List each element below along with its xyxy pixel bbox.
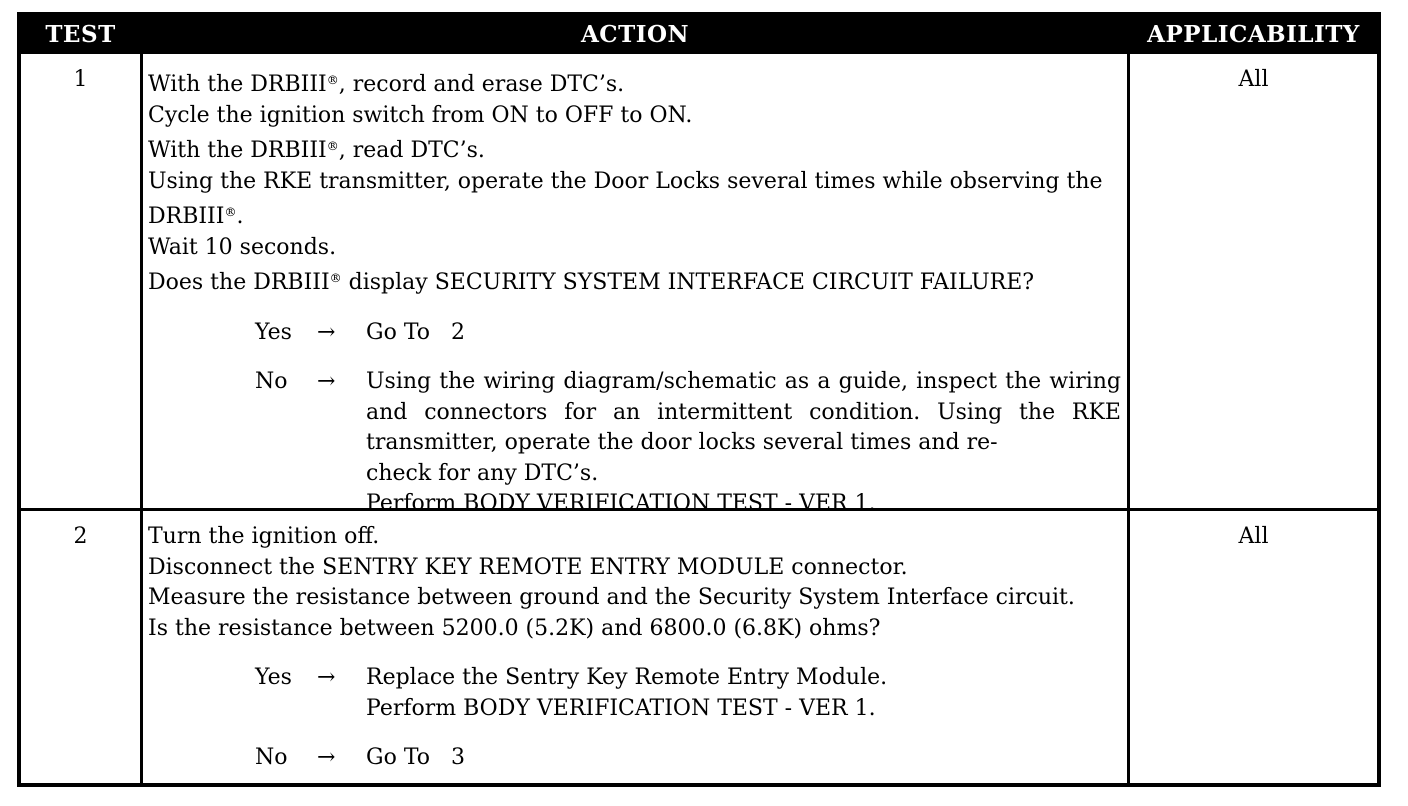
no-branch-1: [255, 367, 1121, 520]
diagnostic-test-table: [17, 12, 1381, 787]
yes-branch-1: [255, 318, 1121, 349]
applicability-1: All: [1238, 67, 1269, 92]
yes-text-1: Go To 2: [366, 319, 465, 345]
header-action: ACTION: [580, 21, 690, 48]
no-text-1-b: Perform BODY VERIFICATION TEST - VER 1.: [366, 491, 876, 516]
table-header: [21, 16, 1377, 54]
step-1-1: With the DRBIII®, record and erase DTC’s.: [148, 72, 625, 97]
yes-text-2: Replace the Sentry Key Remote Entry Module.: [366, 665, 888, 690]
yes-text-2-b: Perform BODY VERIFICATION TEST - VER 1.: [366, 695, 876, 721]
applicability-2: All: [1238, 524, 1269, 549]
step-2-1: Turn the ignition off.: [148, 524, 380, 549]
step-2-4: Is the resistance between 5200.0 (5.2K) and 6800.0 (6.8K) ohms?: [148, 615, 881, 641]
step-1-6: Does the DRBIII® display SECURITY SYSTEM INTERFACE CIRCUIT FAILURE?: [148, 270, 1035, 295]
yes-label: Yes: [255, 319, 292, 345]
step-2-3: Measure the resistance between ground and the Security System Interface circuit.: [148, 585, 1075, 610]
step-1-4: Using the RKE transmitter, operate the Door Locks several times while observing the DRBIII®.: [148, 168, 1103, 229]
step-1-3: With the DRBIII®, read DTC’s.: [148, 138, 485, 163]
test-number-2: 2: [73, 524, 88, 549]
step-2-2: Disconnect the SENTRY KEY REMOTE ENTRY MODULE connector.: [148, 554, 908, 580]
header-applicability: APPLICABILITY: [1147, 21, 1360, 48]
yes-label: Yes: [255, 665, 292, 690]
action-cell-2: [148, 522, 1121, 774]
header-test: TEST: [45, 21, 116, 48]
step-1-5: Wait 10 seconds.: [148, 234, 337, 260]
arrow-icon: →: [317, 319, 336, 345]
no-text-2: Go To 3: [366, 745, 465, 770]
no-label: No: [255, 369, 288, 394]
action-cell-1: [148, 65, 1121, 520]
column-divider: [140, 54, 143, 787]
no-text-1: Using the wiring diagram/schematic as a guide, inspect the wiring and connectors for an intermittent condition. Using the RKE transmitter, operate the door locks several times and re- check for any DTC’s.: [366, 369, 1121, 486]
no-branch-2: [255, 743, 1121, 774]
step-1-2: Cycle the ignition switch from ON to OFF to ON.: [148, 102, 693, 128]
test-number-1: 1: [73, 67, 88, 92]
arrow-icon: →: [317, 665, 336, 690]
yes-branch-2: [255, 663, 1121, 724]
no-label: No: [255, 745, 288, 770]
arrow-icon: →: [317, 745, 336, 770]
arrow-icon: →: [317, 369, 336, 394]
column-divider: [1127, 54, 1130, 787]
